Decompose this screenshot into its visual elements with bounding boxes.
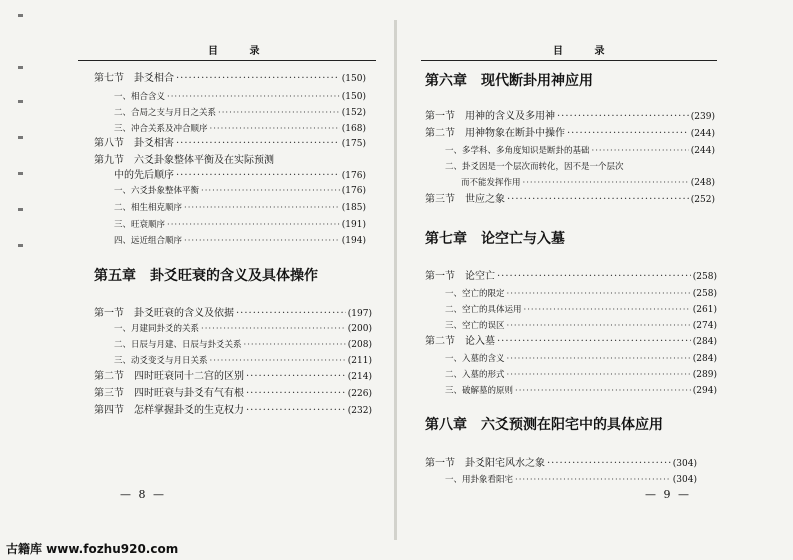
leader-dots [167, 90, 340, 104]
entry-title: 三、破解墓的原则 [445, 386, 514, 396]
entry-title: 第九节 六爻卦象整体平衡及在实际预测 [94, 155, 274, 166]
leader-dots [210, 354, 346, 368]
page-header: 目 录 [553, 46, 619, 57]
entry-title: 第一节 论空亡 [425, 271, 495, 282]
chapter-heading[interactable]: 第八章 六爻预测在阳宅中的具体应用 [425, 417, 663, 433]
leader-dots [524, 303, 691, 317]
leader-dots [236, 307, 346, 321]
toc-entry[interactable] [445, 303, 717, 317]
entry-title: 二、日辰与月建、日辰与卦爻关系 [114, 340, 242, 350]
toc-entry[interactable] [94, 370, 372, 384]
toc-entry[interactable] [114, 218, 366, 232]
leader-dots [246, 370, 346, 384]
toc-entry[interactable] [94, 307, 372, 321]
leader-dots [507, 319, 691, 333]
chapter-heading[interactable]: 第六章 现代断卦用神应用 [425, 73, 593, 89]
toc-entry[interactable] [94, 72, 366, 86]
entry-page: (252) [690, 195, 715, 205]
entry-page: (226) [347, 389, 372, 399]
entry-title: 一、用卦象看阳宅 [445, 475, 514, 485]
toc-entry[interactable] [114, 201, 366, 215]
toc-entry[interactable] [425, 193, 715, 207]
entry-page: (200) [347, 324, 372, 334]
entry-title: 三、冲合关系及冲合顺序 [114, 124, 208, 134]
toc-entry[interactable] [94, 387, 372, 401]
entry-title: 一、六爻卦象整体平衡 [114, 186, 200, 196]
entry-title: 二、入墓的形式 [445, 370, 505, 380]
entry-title: 一、空亡的限定 [445, 289, 505, 299]
toc-entry[interactable] [114, 354, 372, 368]
toc-entry[interactable] [114, 122, 366, 136]
toc-entry[interactable] [425, 110, 715, 124]
entry-title: 第二节 用神物象在断卦中操作 [425, 128, 565, 139]
right-page [397, 0, 793, 560]
leader-dots [246, 404, 346, 418]
entry-title: 四、远近组合顺序 [114, 236, 183, 246]
entry-page: (258) [692, 272, 717, 282]
entry-page: (175) [341, 139, 366, 149]
header-rule [421, 60, 717, 61]
leader-dots [523, 176, 689, 190]
page-header: 目 录 [208, 46, 274, 57]
entry-page: (152) [341, 108, 366, 118]
toc-entry[interactable] [425, 270, 717, 284]
toc-entry[interactable] [94, 137, 366, 151]
entry-page: (261) [692, 305, 717, 315]
leader-dots [507, 352, 691, 366]
chapter-heading[interactable]: 第五章 卦爻旺衰的含义及具体操作 [94, 268, 318, 284]
leader-dots [218, 106, 340, 120]
entry-page: (284) [692, 337, 717, 347]
leader-dots [176, 72, 340, 86]
entry-page: (191) [341, 220, 366, 230]
toc-entry[interactable] [445, 368, 717, 382]
entry-title: 第三节 四时旺衰与卦爻有气有根 [94, 388, 244, 399]
entry-title: 第一节 卦爻旺衰的含义及依据 [94, 308, 234, 319]
leader-dots [567, 127, 689, 141]
toc-entry[interactable] [94, 154, 366, 168]
toc-entry[interactable] [445, 352, 717, 366]
leader-dots [210, 122, 340, 136]
leader-dots [167, 218, 340, 232]
left-page [0, 0, 396, 560]
toc-entry[interactable] [445, 319, 717, 333]
chapter-heading[interactable]: 第七章 论空亡与入墓 [425, 231, 565, 247]
site-watermark: 古籍库 www.fozhu920.com [6, 542, 179, 556]
toc-entry[interactable] [114, 234, 366, 248]
leader-dots [184, 234, 340, 248]
toc-entry[interactable] [445, 144, 715, 158]
leader-dots [244, 338, 346, 352]
entry-page: (214) [347, 372, 372, 382]
leader-dots [176, 169, 340, 183]
toc-entry[interactable] [114, 184, 366, 198]
entry-title: 一、月建同卦爻的关系 [114, 324, 200, 334]
entry-page: (294) [692, 386, 717, 396]
entry-page: (176) [341, 171, 366, 181]
toc-entry[interactable] [114, 90, 366, 104]
page-number: — 8 — [120, 488, 166, 501]
entry-title: 一、相合含义 [114, 92, 166, 102]
entry-page: (185) [341, 203, 366, 213]
entry-page: (211) [347, 356, 372, 366]
toc-entry[interactable] [425, 127, 715, 141]
toc-entry[interactable] [445, 160, 715, 174]
entry-title: 三、空亡的误区 [445, 321, 505, 331]
entry-title: 二、合局之支与月日之关系 [114, 108, 217, 118]
entry-title: 二、卦爻因是一个层次而转化，因不是一个层次 [445, 162, 624, 172]
leader-dots [515, 473, 671, 487]
entry-page: (284) [692, 354, 717, 364]
entry-title: 中的先后顺序 [114, 170, 174, 181]
entry-title: 三、旺衰顺序 [114, 220, 166, 230]
entry-page: (289) [692, 370, 717, 380]
entry-title: 第八节 卦爻相害 [94, 138, 174, 149]
page-number: — 9 — [645, 488, 691, 501]
entry-page: (304) [672, 459, 697, 469]
entry-title: 一、多学科、多角度知识是断卦的基础 [445, 146, 590, 156]
entry-page: (248) [690, 178, 715, 188]
leader-dots [507, 287, 691, 301]
toc-entry[interactable] [425, 457, 697, 471]
entry-page: (274) [692, 321, 717, 331]
entry-page: (150) [341, 92, 366, 102]
leader-dots [507, 368, 691, 382]
entry-page: (194) [341, 236, 366, 246]
entry-page: (239) [690, 112, 715, 122]
entry-page: (304) [672, 475, 697, 485]
entry-page: (150) [341, 74, 366, 84]
leader-dots [507, 193, 689, 207]
entry-page: (168) [341, 124, 366, 134]
entry-page: (197) [347, 309, 372, 319]
toc-entry[interactable] [114, 322, 372, 336]
leader-dots [176, 137, 340, 151]
entry-title: 第三节 世应之象 [425, 194, 505, 205]
leader-dots [201, 322, 346, 336]
leader-dots [515, 384, 691, 398]
toc-entry[interactable] [114, 106, 366, 120]
header-rule [78, 60, 376, 61]
entry-title: 二、相生相克顺序 [114, 203, 183, 213]
entry-page: (208) [347, 340, 372, 350]
toc-entry[interactable] [461, 176, 715, 190]
entry-page: (258) [692, 289, 717, 299]
leader-dots [497, 335, 691, 349]
toc-entry[interactable] [114, 338, 372, 352]
toc-entry[interactable] [114, 169, 366, 183]
toc-entry[interactable] [445, 473, 697, 487]
leader-dots [184, 201, 340, 215]
leader-dots [497, 270, 691, 284]
entry-title: 二、空亡的具体运用 [445, 305, 522, 315]
toc-entry[interactable] [445, 384, 717, 398]
entry-page: (244) [690, 146, 715, 156]
entry-title: 第一节 卦爻阳宅风水之象 [425, 458, 545, 469]
entry-title: 第二节 四时旺衰同十二宫的区别 [94, 371, 244, 382]
entry-title: 一、入墓的含义 [445, 354, 505, 364]
leader-dots [557, 110, 689, 124]
entry-page: (232) [347, 406, 372, 416]
leader-dots [592, 144, 689, 158]
entry-title: 第一节 用神的含义及多用神 [425, 111, 555, 122]
entry-page: (244) [690, 129, 715, 139]
entry-title: 第七节 卦爻相合 [94, 73, 174, 84]
entry-page: (176) [341, 186, 366, 196]
leader-dots [547, 457, 671, 471]
entry-title: 三、动爻变爻与月日关系 [114, 356, 208, 366]
leader-dots [246, 387, 346, 401]
entry-title: 而不能发挥作用 [461, 178, 521, 188]
toc-entry[interactable] [445, 287, 717, 301]
toc-entry[interactable] [94, 404, 372, 418]
entry-title: 第四节 怎样掌握卦爻的生克权力 [94, 405, 244, 416]
entry-title: 第二节 论入墓 [425, 336, 495, 347]
toc-entry[interactable] [425, 335, 717, 349]
leader-dots [201, 184, 340, 198]
